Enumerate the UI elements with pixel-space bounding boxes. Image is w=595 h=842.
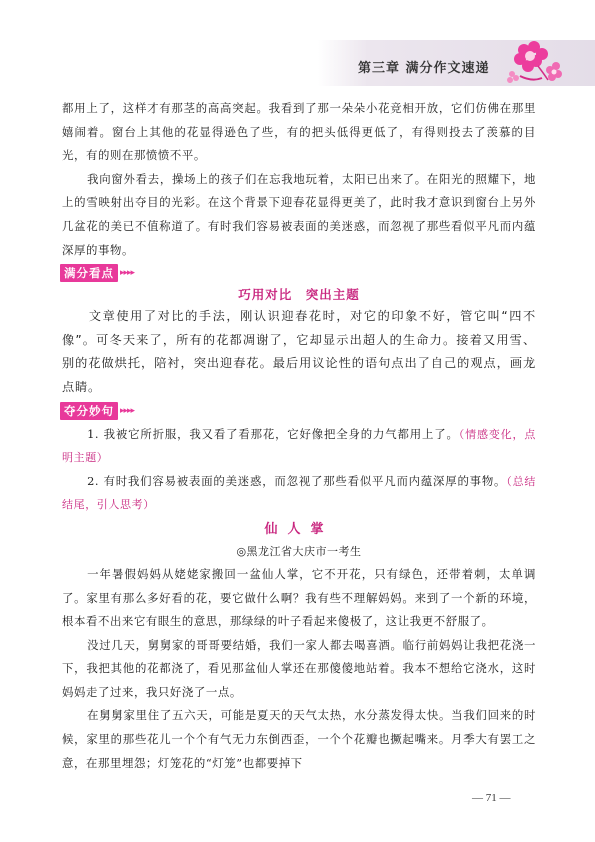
story-title: 仙人掌 <box>264 521 334 537</box>
section-subheading: 巧用对比 突出主题 <box>238 287 360 303</box>
section-tag-highlights <box>60 263 536 283</box>
paragraph: 我向窗外看去，操场上的孩子们在忘我地玩着，太阳已出来了。在阳光的照耀下，地上的雪映射出夺目的光彩。在这个背景下迎春花显得更美了，此时我才意识到窗台上另外几盆花的美已不值称道了。有时我们容易被表面的美迷惑，而忽视了那些看似平凡而内蕴深厚的事物。 <box>62 171 536 257</box>
chapter-title: 第三章 满分作文速递 <box>358 61 490 76</box>
story-paragraph: 没过几天，舅舅家的哥哥要结婚，我们一家人都去喝喜酒。临行前妈妈让我把花浇一下，我把其他的花都浇了，看见那盆仙人掌还在那傻傻地站着。我本不想给它浇水，这时妈妈走了过来，我只好浇了一点。 <box>62 637 536 699</box>
section-tag-label: 满分看点 <box>60 264 118 282</box>
sentence-note: （总结结尾，引人思考） <box>62 474 536 512</box>
section-tag-label: 夺分妙句 <box>60 402 118 420</box>
commentary-paragraph: 文章使用了对比的手法，刚认识迎春花时，对它的印象不好，管它叫“四不像”。可冬天来了，所有的花都凋谢了，它却显示出超人的生命力。接着又用雪、别的花做烘托，陪衬，突出迎春花。最后用议论性的语句点出了自己的观点，画龙点睛。 <box>62 309 536 394</box>
sentence-note: （情感变化，点明主题） <box>62 427 536 465</box>
quoted-sentence <box>62 423 536 470</box>
page-content <box>62 97 536 775</box>
arrow-icon: ▸▸▸▸ <box>120 405 135 416</box>
story-paragraph: 一年暑假妈妈从姥姥家搬回一盆仙人掌，它不开花，只有绿色，还带着刺，太单调了。家里有那么多好看的花，要它做什么啊？我有些不理解妈妈。来到了一个新的环境，根本看不出来它有眼生的意思，那绿绿的叶子看起来傻极了，这让我更不舒服了。 <box>62 566 536 629</box>
story-paragraph: 在舅舅家里住了五六天，可能是夏天的天气太热，水分蒸发得太快。当我们回来的时候，家里的那些花儿一个个有气无力东倒西歪，一个个花瓣也撅起嘴来。月季大有罢工之意，在那里埋怨；灯笼花的“灯笼”也都要掉下 <box>62 708 536 770</box>
story-author: ◎黑龙江省大庆市一考生 <box>236 544 362 558</box>
paragraph: 都用上了，这样才有那茎的高高突起。我看到了那一朵朵小花竞相开放，它们仿佛在那里嬉闹着。窗台上其他的花显得逊色了些，有的把头低得更低了，有得则投去了羡慕的目光，有的则在那愤愤不平。 <box>62 101 536 163</box>
sentence-text: 2. 有时我们容易被表面的美迷惑，而忽视了那些看似平凡而内蕴深厚的事物。 <box>87 473 507 488</box>
sentence-text: 1. 我被它所折服，我又看了看那花，它好像把全身的力气都用上了。 <box>87 426 459 441</box>
page-number: — 71 — <box>472 792 511 804</box>
flower-decoration-icon <box>498 36 566 94</box>
quoted-sentence <box>62 470 536 517</box>
arrow-icon: ▸▸▸▸ <box>120 268 135 279</box>
section-tag-sentences <box>60 401 536 421</box>
